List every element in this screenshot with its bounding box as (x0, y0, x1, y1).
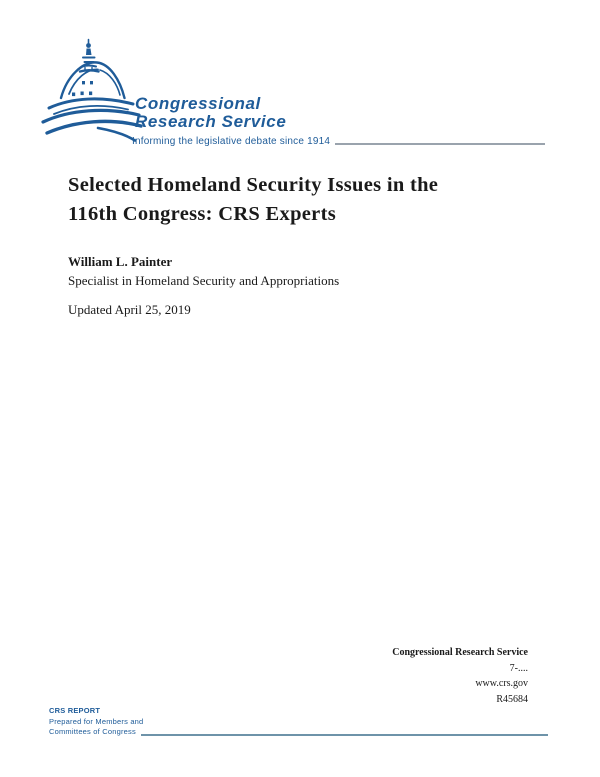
logo-name-line1: Congressional (135, 94, 261, 113)
author-name: William L. Painter (68, 254, 173, 269)
footer-committees-row (49, 727, 548, 738)
logo-tagline: Informing the legislative debate since 1914 (132, 136, 331, 147)
report-title-line2: 116th Congress: CRS Experts (68, 203, 336, 225)
footer-org-name: Congressional Research Service (392, 647, 528, 658)
footer-prepared-line: Prepared for Members and (49, 716, 144, 726)
footer-website: www.crs.gov (475, 678, 528, 689)
logo-name-line2: Research Service (135, 112, 287, 131)
footer-rule (141, 734, 548, 736)
crs-report-label: CRS REPORT (49, 706, 101, 715)
author-block (68, 252, 528, 290)
footer-report-id: R45684 (496, 693, 528, 705)
report-title (68, 171, 548, 229)
footer-publication-info (248, 645, 528, 707)
crs-logo-text (132, 94, 555, 147)
header-rule (335, 143, 545, 145)
footer-committees-line: Committees of Congress (49, 727, 136, 736)
footer-crs-report-block (49, 706, 548, 738)
author-role: Specialist in Homeland Security and Appropriations (68, 273, 340, 288)
updated-date: Updated April 25, 2019 (68, 302, 191, 317)
footer-phone: 7-.... (509, 662, 528, 674)
logo-tagline-row (132, 136, 545, 147)
report-title-line1: Selected Homeland Security Issues in the (68, 174, 439, 196)
